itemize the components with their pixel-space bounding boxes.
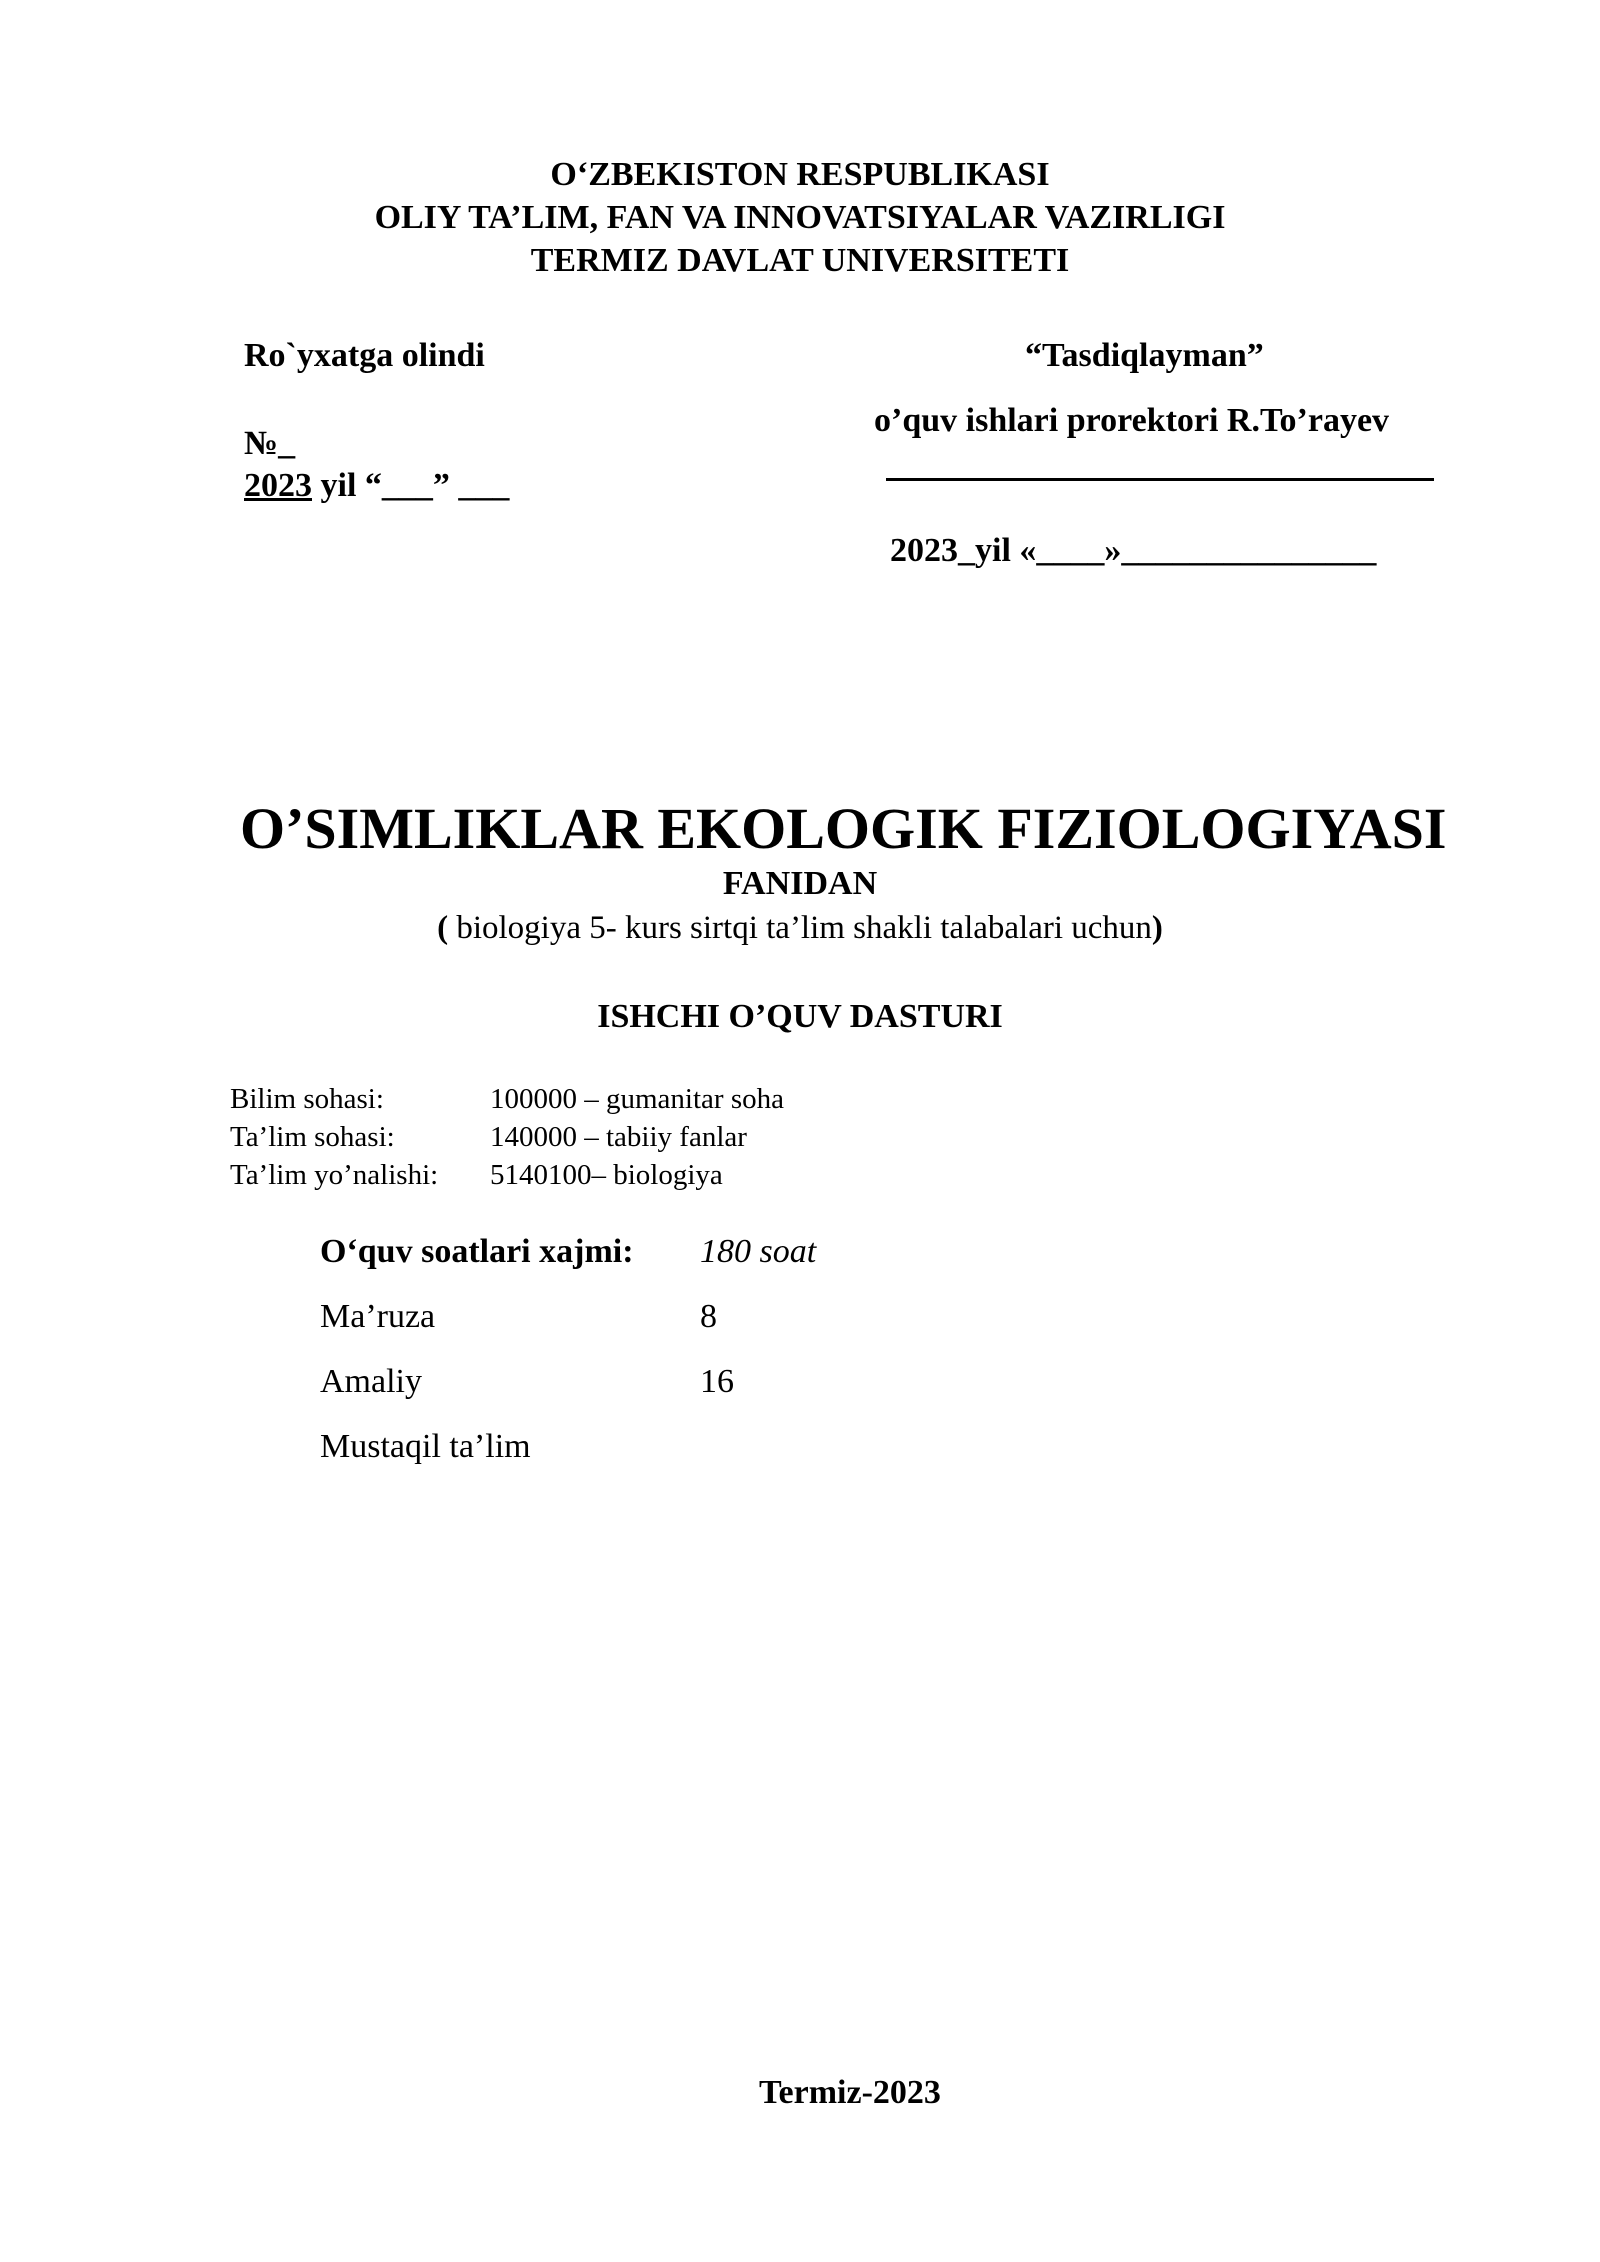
header-university: TERMIZ DAVLAT UNIVERSITETI — [530, 242, 1070, 279]
approval-title: “Tasdiqlayman” — [1025, 337, 1264, 374]
hours-row — [320, 1427, 700, 1466]
approval-signer: o’quv ishlari prorektori R.To’rayev — [874, 402, 1390, 439]
hours-row — [320, 1362, 734, 1401]
registration-year: 2023 — [244, 467, 312, 504]
registration-date-suffix: yil “___” ___ — [312, 467, 510, 504]
info-row — [230, 1083, 784, 1116]
hours-row — [320, 1297, 717, 1336]
header-ministry: OLIY TA’LIM, FAN VA INNOVATSIYALAR VAZIRLIGI — [374, 199, 1226, 236]
info-value: 140000 – tabiiy fanlar — [490, 1121, 747, 1153]
info-label: Ta’lim yo’nalishi: — [230, 1159, 439, 1191]
hours-total-row — [320, 1232, 816, 1271]
course-title: O’SIMLIKLAR EKOLOGIK FIZIOLOGIYASI — [240, 796, 1447, 861]
hours-total-value: 180 soat — [700, 1233, 817, 1270]
hours-value: 16 — [700, 1363, 734, 1400]
info-value: 5140100– biologiya — [490, 1159, 723, 1191]
audience-text: biologiya 5- kurs sirtqi ta’lim shakli talabalari uchun — [456, 910, 1152, 946]
info-value: 100000 – gumanitar soha — [490, 1083, 784, 1115]
registration-title: Ro`yxatga olindi — [244, 337, 485, 374]
info-row — [230, 1159, 723, 1192]
signature-blank — [886, 478, 1434, 481]
approval-date: 2023_yil «____»_______________ — [890, 532, 1377, 569]
hours-label: Amaliy — [320, 1363, 422, 1400]
course-subtitle: FANIDAN — [722, 865, 878, 902]
info-label: Bilim sohasi: — [230, 1083, 384, 1115]
document-type: ISHCHI O’QUV DASTURI — [597, 998, 1003, 1035]
hours-value: 8 — [700, 1298, 717, 1335]
hours-total-label: O‘quv soatlari xajmi: — [320, 1233, 634, 1270]
info-label: Ta’lim sohasi: — [230, 1121, 395, 1153]
hours-label: Ma’ruza — [320, 1298, 436, 1335]
footer-place-year: Termiz-2023 — [759, 2074, 941, 2111]
info-row — [230, 1121, 747, 1154]
audience-close-paren: ) — [1151, 910, 1163, 946]
audience-open-paren: ( — [437, 910, 457, 946]
registration-date — [244, 466, 509, 505]
header-country: O‘ZBEKISTON RESPUBLIKASI — [550, 156, 1050, 193]
hours-label: Mustaqil ta’lim — [320, 1428, 531, 1465]
registration-number: №_ — [244, 425, 296, 462]
signature-line — [886, 468, 1434, 486]
course-audience — [0, 910, 1600, 948]
